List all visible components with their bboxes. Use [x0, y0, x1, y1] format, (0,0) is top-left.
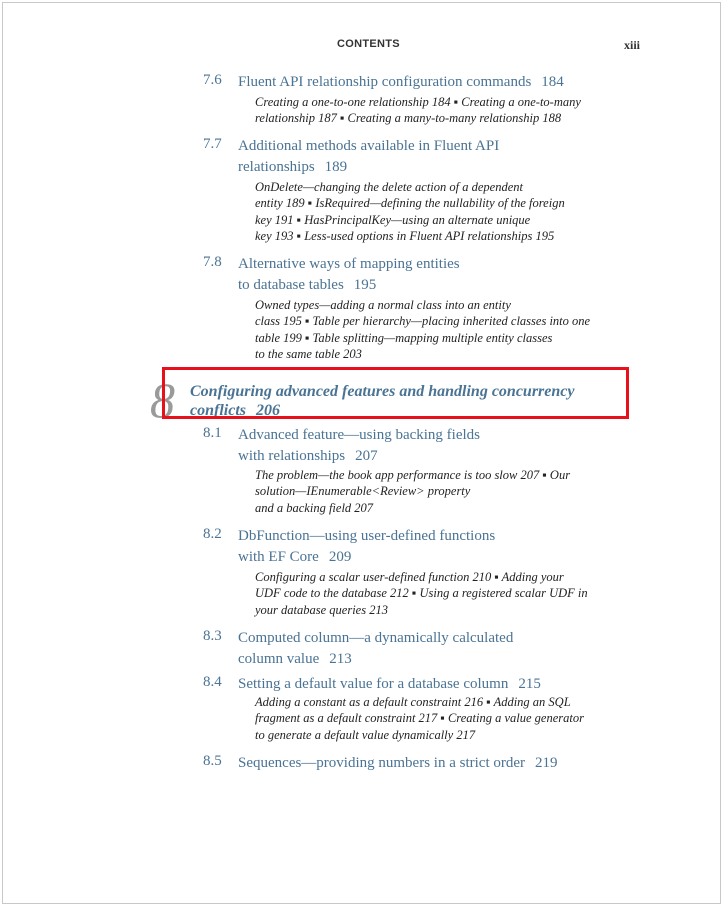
- topic-line: and a backing field 207: [255, 500, 374, 515]
- section-number: 8.5: [203, 753, 222, 769]
- chapter-title-line: Configuring advanced features and handling concurrency: [190, 383, 575, 400]
- topic-line: fragment as a default constraint 217 ▪ Creating a value generator: [255, 711, 584, 726]
- toc-section-8-1[interactable]: [203, 425, 633, 467]
- section-title-line: Computed column—a dynamically calculated: [238, 630, 514, 646]
- toc-section-7-6[interactable]: [203, 72, 633, 93]
- toc-section-8-1-topics: [255, 467, 625, 516]
- running-header-title: CONTENTS: [337, 38, 400, 50]
- topic-line: entity 189 ▪ IsRequired—defining the nullability of the foreign: [255, 196, 565, 211]
- toc-section-8-4[interactable]: [203, 674, 633, 695]
- section-title-line: with relationships: [238, 448, 346, 464]
- section-number: 8.1: [203, 425, 222, 441]
- topic-line: relationship 187 ▪ Creating a many-to-many relationship 188: [255, 111, 562, 126]
- section-title-line: Sequences—providing numbers in a strict order: [238, 755, 526, 771]
- section-title-line: with EF Core: [238, 549, 319, 565]
- topic-line: solution—IEnumerable<Review> property: [255, 484, 471, 499]
- toc-section-8-3[interactable]: [203, 628, 633, 670]
- section-number: 7.6: [203, 72, 222, 88]
- chapter-page-number: 206: [256, 402, 280, 419]
- section-title-line: Fluent API relationship configuration commands: [238, 74, 532, 90]
- highlight-box: [162, 367, 629, 419]
- section-title-line: Additional methods available in Fluent API: [238, 138, 500, 154]
- topic-line: Adding a constant as a default constraint 216 ▪ Adding an SQL: [255, 695, 571, 709]
- toc-section-7-6-topics: [255, 94, 625, 127]
- section-page-number: 213: [329, 651, 352, 667]
- topic-line: table 199 ▪ Table splitting—mapping multiple entity classes: [255, 330, 553, 345]
- topic-line: UDF code to the database 212 ▪ Using a registered scalar UDF in: [255, 586, 588, 601]
- toc-section-7-8-topics: [255, 297, 625, 362]
- section-page-number: 209: [328, 549, 352, 565]
- running-header-page-number: xiii: [624, 38, 641, 52]
- section-page-number: 184: [541, 74, 564, 90]
- topic-line: OnDelete—changing the delete action of a dependent: [255, 180, 523, 194]
- section-number: 8.3: [203, 628, 222, 644]
- section-title-line: Setting a default value for a database column: [238, 676, 509, 692]
- toc-section-8-5[interactable]: [203, 753, 633, 774]
- topic-line: your database queries 213: [255, 602, 388, 617]
- section-title-line: relationships: [238, 159, 315, 175]
- section-title-line: column value: [238, 651, 320, 667]
- section-page-number: 219: [535, 755, 558, 771]
- topic-line: key 191 ▪ HasPrincipalKey—using an alternate unique: [255, 212, 531, 227]
- section-title-line: to database tables: [238, 277, 344, 293]
- toc-section-7-7[interactable]: [203, 136, 633, 178]
- toc-section-8-2[interactable]: [203, 526, 633, 568]
- topic-line: The problem—the book app performance is too slow 207 ▪ Our: [255, 468, 571, 482]
- toc-section-7-8[interactable]: [203, 254, 633, 296]
- toc-section-8-4-topics: [255, 694, 625, 743]
- topic-line: class 195 ▪ Table per hierarchy—placing inherited classes into one: [255, 314, 591, 329]
- topic-line: Configuring a scalar user-defined function 210 ▪ Adding your: [255, 570, 564, 584]
- chapter-title-line: conflicts: [190, 402, 246, 419]
- topic-line: key 193 ▪ Less-used options in Fluent API relationships 195: [255, 228, 555, 243]
- section-title-line: Alternative ways of mapping entities: [238, 256, 460, 272]
- section-page-number: 195: [353, 277, 377, 293]
- toc-section-7-7-topics: [255, 179, 625, 244]
- topic-line: Owned types—adding a normal class into an entity: [255, 298, 511, 312]
- toc-section-8-2-topics: [255, 569, 625, 618]
- topic-line: Creating a one-to-one relationship 184 ▪ Creating a one-to-many: [255, 95, 581, 109]
- section-title-line: Advanced feature—using backing fields: [238, 427, 480, 443]
- section-title-line: DbFunction—using user-defined functions: [238, 528, 496, 544]
- section-page-number: 189: [324, 159, 348, 175]
- section-number: 8.4: [203, 674, 222, 690]
- chapter-number: 8: [150, 372, 175, 428]
- section-number: 7.7: [203, 136, 222, 152]
- section-number: 7.8: [203, 254, 222, 270]
- topic-line: to generate a default value dynamically 217: [255, 727, 476, 742]
- section-page-number: 215: [518, 676, 541, 692]
- section-number: 8.2: [203, 526, 222, 542]
- topic-line: to the same table 203: [255, 346, 362, 361]
- section-page-number: 207: [355, 448, 378, 464]
